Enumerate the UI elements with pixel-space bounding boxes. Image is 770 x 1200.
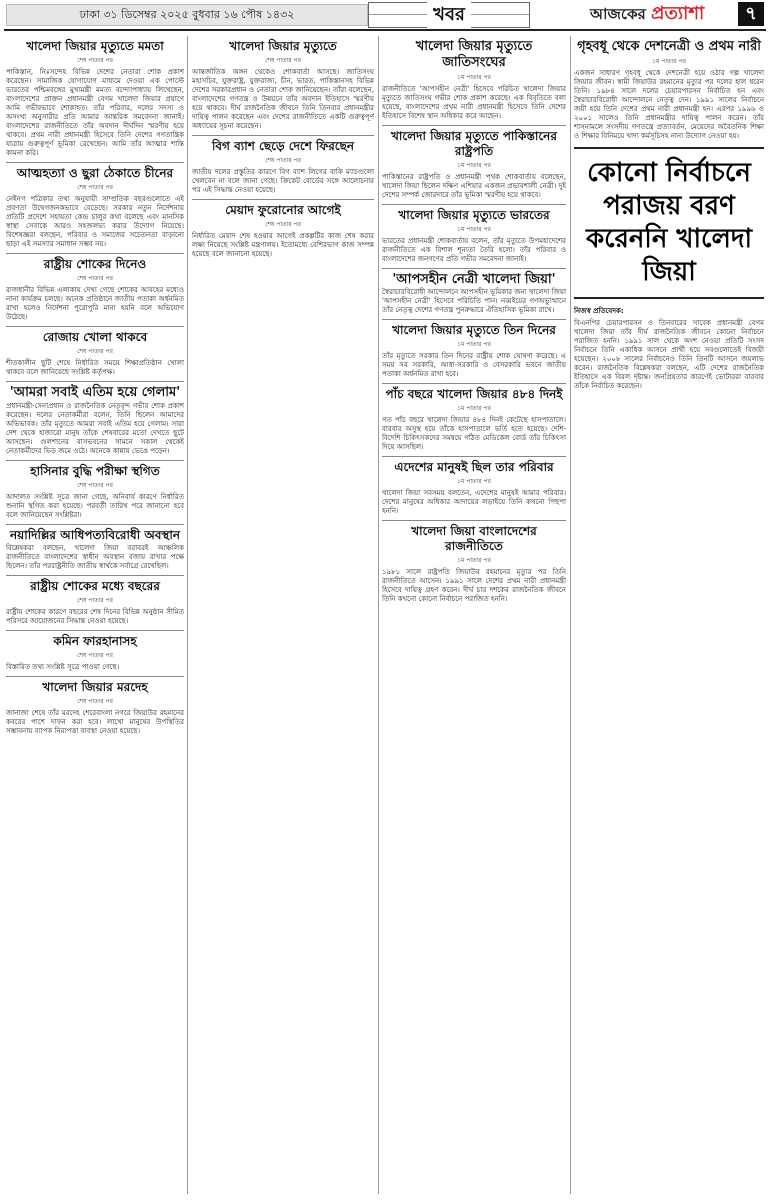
masthead [0, 0, 770, 28]
divider [192, 135, 374, 136]
story-body: রাষ্ট্রীয় শোকের কারণে বছরের শেষ দিনের বিভিন্ন অনুষ্ঠান সীমিত পরিসরে আয়োজনের সিদ্ধান্ত নেওয়া হয়েছে। [6, 608, 184, 625]
divider [382, 383, 566, 384]
story [382, 129, 566, 200]
story [6, 464, 184, 520]
divider [6, 524, 184, 525]
headline: নয়াদিল্লির আধিপত্যবিরোধী অবস্থান [10, 528, 180, 542]
story-body: শীতকালীন ছুটি শেষে নির্ধারিত সময়ে শিক্ষাপ্রতিষ্ঠান খোলা থাকবে বলে জানিয়েছে সংশ্লিষ্ট কর্তৃপক্ষ। [6, 359, 184, 376]
story [382, 39, 566, 121]
divider [6, 460, 184, 461]
story [574, 39, 764, 141]
story-body: বিএনপির চেয়ারপারসন ও তিনবারের সাবেক প্রধানমন্ত্রী বেগম খালেদা জিয়া তাঁর দীর্ঘ রাজনৈতিক জীবনে কোনো নির্বাচনে পরাজিত হননি। ১৯৯১ সাল থেকে অংশ নেওয়া প্রতিটি সংসদ নির্বাচনে তিনি একাধিক আসনে প্রার্থী হয়ে সবগুলোতেই বিজয়ী হয়েছেন। ২০০৮ সালের নির্বাচনেও তিনি তিনটি আসনে জয়লাভ করেন। রাজনৈতিক বিশ্লেষকরা বলছেন, এটি দেশের রাজনৈতিক ইতিহাসে এক বিরল দৃষ্টান্ত। জনপ্রিয়তার কারণেই ভোটাররা বারবার তাঁকে নির্বাচিত করেছেন। [574, 319, 764, 390]
story [382, 323, 566, 379]
divider [382, 319, 566, 320]
story [6, 680, 184, 736]
story [192, 139, 374, 195]
story-body: গত পাঁচ বছরে খালেদা জিয়ার ৪৮৪ দিনই কেটেছে হাসপাতালে। বারবার অসুস্থ হয়ে তাঁকে হাসপাতালে ভর্তি হতে হয়েছে। দেশি-বিদেশি চিকিৎসকদের সমন্বয়ে গঠিত মেডিকেল বোর্ড তাঁর চিকিৎসা দিয়ে আসছিল। [382, 416, 566, 451]
story [6, 257, 184, 322]
story-body: বিশ্লেষকরা বলছেন, খালেদা জিয়া বরাবরই আঞ্চলিক রাজনীতিতে বাংলাদেশের স্বাধীন অবস্থান বজায় রাখার পক্ষে ছিলেন। তাঁর পররাষ্ট্রনীতি জাতীয় স্বার্থকে সর্বাগ্রে রেখেছিল। [6, 544, 184, 570]
jump-line: শেষ পাতার পর [77, 275, 113, 282]
logo-part2: প্রত্যাশা [650, 3, 705, 24]
headline: কমিন ফারহানাসহ [53, 634, 137, 648]
story [382, 272, 566, 315]
jump-line: ১ম পাতার পর [652, 58, 686, 65]
divider [6, 381, 184, 382]
story-body: ভারতের প্রধানমন্ত্রী শোকবার্তায় বলেন, তাঁর মৃত্যুতে উপমহাদেশের রাজনীতিতে এক বিশাল শূন্যতা তৈরি হলো। তাঁর পরিবার ও বাংলাদেশের জনগণের প্রতি গভীর সমবেদনা জানাই। [382, 237, 566, 263]
masthead-rule [4, 29, 766, 31]
dateline: ঢাকা ৩১ ডিসেম্বর ২০২৫ বুধবার ১৬ পৌষ ১৪৩২ [6, 4, 368, 26]
story-body: আদালত সংশ্লিষ্ট সূত্রে জানা গেছে, অনিবার্য কারণে নির্ধারিত শুনানি স্থগিত করা হয়েছে। পরবর্তী তারিখ পরে জানানো হবে বলে জানিয়েছেন সংশ্লিষ্টরা। [6, 493, 184, 519]
divider [382, 268, 566, 269]
story-body: পাকিস্তানের রাষ্ট্রপতি ও প্রধানমন্ত্রী পৃথক শোকবার্তায় বলেছেন, খালেদা জিয়া ছিলেন দক্ষিণ এশিয়ার একজন প্রভাবশালী নেত্রী। দুই দেশের সম্পর্ক জোরদারে তাঁর ভূমিকা স্মরণীয় হয়ে থাকবে। [382, 173, 566, 199]
story-body: প্রধানমন্ত্রী-সেনাপ্রধান ও রাজনৈতিক নেতৃবৃন্দ গভীর শোক প্রকাশ করেছেন। দলের নেতাকর্মীরা বলেন, তিনি ছিলেন আমাদের অভিভাবক। তাঁর মৃত্যুতে আমরা সবাই এতিম হয়ে গেলাম। সারা দেশ থেকে হাজারো মানুষ তাঁকে শেষবারের মতো দেখতে ছুটে আসছেন। গুলশানের বাসভবনের সামনে সকাল থেকেই নেতাকর্মীদের ভিড় জমে ওঠে। অনেকে কান্নায় ভেঙে পড়েন। [6, 402, 184, 455]
headline: খালেদা জিয়া বাংলাদেশের রাজনীতিতে [411, 524, 537, 553]
story [192, 39, 374, 131]
jump-line: শেষ পাতার পর [77, 652, 113, 659]
jump-line: ১ম পাতার পর [457, 74, 491, 81]
story-body: স্বৈরাচারবিরোধী আন্দোলনে আপসহীন ভূমিকার জন্য খালেদা জিয়া 'আপসহীন নেত্রী' হিসেবে পরিচিতি পান। নব্বইয়ের গণঅভ্যুত্থানে তাঁর নেতৃত্ব দেশের গণতন্ত্র পুনরুদ্ধারে ঐতিহাসিক ভূমিকা রাখে। [382, 288, 566, 314]
column-divider [378, 36, 379, 1194]
story-body: আন্তর্জাতিক অঙ্গন থেকেও শোকবার্তা আসছে। জাতিসংঘ মহাসচিব, যুক্তরাষ্ট্র, যুক্তরাজ্য, চীন, ভারত, পাকিস্তানসহ বিভিন্ন দেশের সরকারপ্রধান ও নেতারা শোক জানিয়েছেন। তাঁরা বলেছেন, বাংলাদেশের গণতন্ত্র ও উন্নয়নে তাঁর অবদান ইতিহাসে স্মরণীয় হয়ে থাকবে। দীর্ঘ রাজনৈতিক জীবনে তিনি তিনবার প্রধানমন্ত্রীর দায়িত্ব পালন করেছেন এবং দেশের রাজনীতিতে একটি গুরুত্বপূর্ণ অধ্যায়ের সূচনা করেছেন। [192, 68, 374, 130]
headline: খালেদা জিয়ার মৃত্যুতে [229, 39, 337, 53]
headline: গৃহবধূ থেকে দেশনেত্রী ও প্রথম নারী [577, 39, 761, 54]
divider [382, 125, 566, 126]
column-divider [570, 36, 571, 1194]
headline: আত্মহত্যা ও ছুরা ঠেকাতে চীনের [16, 166, 174, 180]
headline: এদেশের মানুষই ছিল তার পরিবার [394, 460, 554, 474]
jump-line: শেষ পাতার পর [77, 348, 113, 355]
jump-line: শেষ পাতার পর [77, 597, 113, 604]
story-body: তাঁর মৃত্যুতে সরকার তিন দিনের রাষ্ট্রীয় শোক ঘোষণা করেছে। এ সময় সব সরকারি, আধা-সরকারি ও বেসরকারি ভবনে জাতীয় পতাকা অর্ধনমিত রাখা হবে। [382, 352, 566, 378]
story [6, 39, 184, 158]
story-body: জাতীয় দলের প্রস্তুতির কারণে বিগ ব্যাশ লিগের বাকি ম্যাচগুলো খেলবেন না বলে জানা গেছে। ক্রিকেট বোর্ডের সঙ্গে আলোচনার পর এই সিদ্ধান্ত নেওয়া হয়েছে। [192, 168, 374, 194]
story-body: পাকিস্তান, নিঃসন্দেহ বিভিন্ন দেশের নেতারা শোক প্রকাশ করেছেন। সামাজিক যোগাযোগ মাধ্যমে দেওয়া এক পোস্টে ভারতের পশ্চিমবঙ্গের মুখ্যমন্ত্রী মমতা বন্দ্যোপাধ্যায় লিখেছেন, বাংলাদেশের প্রাক্তন প্রধানমন্ত্রী বেগম খালেদা জিয়ার প্রয়াণে আমি গভীরভাবে শোকাহত। তাঁর পরিবার, দলের সদস্য ও অসংখ্য অনুসারীর প্রতি আমার আন্তরিক সমবেদনা জানাই। বাংলাদেশের রাজনীতিতে তাঁর অবদান দীর্ঘদিন স্মরণীয় হয়ে থাকবে। প্রথম নারী প্রধানমন্ত্রী হিসেবে তিনি দেশের গণতান্ত্রিক যাত্রায় গুরুত্বপূর্ণ ভূমিকা রেখেছেন। আমি তাঁর আত্মার শান্তি কামনা করি। [6, 68, 184, 157]
section-label: খবর [427, 0, 471, 31]
story-body: নেইনগ পত্রিকার তথ্য অনুযায়ী সাম্প্রতিক বছরগুলোতে এই প্রবণতা উদ্বেগজনকভাবে বেড়েছে। সরকার নতুন নির্দেশনায় প্রতিটি প্রদেশে সহায়তা কেন্দ্র চালুর কথা বলেছে এবং মানসিক স্বাস্থ্য সেবাকে আরও সহজলভ্য করার উদ্যোগ নিয়েছে। বিশেষজ্ঞরা বলছেন, পরিবার ও সমাজের সচেতনতা বাড়ানো ছাড়া এই সমস্যার সমাধান সম্ভব নয়। [6, 195, 184, 248]
story [574, 305, 764, 391]
jump-line: শেষ পাতার পর [77, 57, 113, 64]
headline: খালেদা জিয়ার মৃত্যুতে তিন দিনের [392, 323, 556, 337]
headline: খালেদা জিয়ার মৃত্যুতে ভারতের [398, 208, 550, 222]
headline: হাসিনার বুদ্ধি পরীক্ষা স্থগিত [30, 464, 160, 478]
story-body: খালেদা জিয়া সবসময় বলতেন, এদেশের মানুষই আমার পরিবার। দেশের মানুষের অধিকার আদায়ের লড়াইয়ে তিনি কখনো পিছপা হননি। [382, 489, 566, 515]
story-body: রাজধানীর বিভিন্ন এলাকায় দেখা গেছে শোকের আবহের মধ্যেও নানা কার্যক্রম চলছে। অনেক প্রতিষ্ঠানে জাতীয় পতাকা অর্ধনমিত রাখা হলেও নির্দেশনা পুরোপুরি মানা হয়নি বলে অভিযোগ উঠেছে। [6, 286, 184, 321]
headline: রোজায় খোলা থাকবে [42, 330, 148, 344]
jump-line: শেষ পাতার পর [77, 698, 113, 705]
story [382, 208, 566, 264]
headline: খালেদা জিয়ার মৃত্যুতে মমতা [26, 39, 164, 53]
column-4 [574, 36, 764, 1194]
story [382, 460, 566, 516]
jump-line: ১ম পাতার পর [457, 226, 491, 233]
story-body: বিস্তারিত তথ্য সংশ্লিষ্ট সূত্রে পাওয়া গেছে। [6, 663, 120, 671]
headline: 'আপসহীন নেত্রী খালেদা জিয়া' [392, 272, 556, 287]
jump-line: শেষ পাতার পর [265, 57, 301, 64]
story [6, 330, 184, 377]
column-3 [382, 36, 566, 1194]
headline: রাষ্ট্রীয় শোকের মধ্যে বছরের [30, 579, 160, 593]
jump-line: ১ম পাতার পর [457, 341, 491, 348]
jump-line: শেষ পাতার পর [265, 221, 301, 228]
column-2 [192, 36, 374, 1194]
jump-line: শেষ পাতার পর [265, 157, 301, 164]
logo-part1: আজকের [590, 5, 646, 23]
divider [6, 676, 184, 677]
headline: খালেদা জিয়ার মৃত্যুতে জাতিসংঘের [415, 39, 533, 70]
newspaper-logo [590, 3, 730, 25]
story [192, 203, 374, 259]
story [6, 579, 184, 626]
jump-line: ১ম পাতার পর [457, 478, 491, 485]
section-title [368, 2, 530, 28]
story-body: নির্ধারিত মেয়াদ শেষ হওয়ার আগেই প্রকল্পটির কাজ শেষ করার লক্ষ্য নিয়েছে সংশ্লিষ্ট মন্ত্রণালয়। ইতোমধ্যে বেশিরভাগ কাজ সম্পন্ন হয়েছে বলে জানানো হয়েছে। [192, 232, 374, 258]
story-body: রাজনীতিতে 'আপসহীন নেত্রী' হিসেবে পরিচিত খালেদা জিয়ার মৃত্যুতে জাতিসংঘ গভীর শোক প্রকাশ করেছে। এক বিবৃতিতে বলা হয়েছে, বাংলাদেশের প্রথম নারী প্রধানমন্ত্রী হিসেবে তিনি দেশের ইতিহাসে বিশেষ স্থান অধিকার করে আছেন। [382, 85, 566, 120]
divider [6, 162, 184, 163]
feature-headline: কোনো নির্বাচনে পরাজয় বরণ করেননি খালেদা জিয়া [574, 147, 764, 299]
story [6, 166, 184, 249]
headline: খালেদা জিয়ার মরদেহ [42, 680, 148, 694]
headline: বিগ ব্যাশ ছেড়ে দেশে ফিরছেন [211, 139, 355, 153]
jump-line: ১ম পাতার পর [457, 405, 491, 412]
divider [382, 204, 566, 205]
jump-line: শেষ পাতার পর [77, 482, 113, 489]
story [6, 634, 184, 672]
divider [6, 630, 184, 631]
divider [382, 520, 566, 521]
story [6, 385, 184, 456]
headline: খালেদা জিয়ার মৃত্যুতে পাকিস্তানের রাষ্ট্রপতি [391, 129, 557, 158]
divider [6, 575, 184, 576]
jump-line: শেষ পাতার পর [77, 184, 113, 191]
story [382, 524, 566, 604]
page-number: ৭ [738, 2, 764, 26]
story-body: জানাজা শেষে তাঁর মরদেহ শেরেবাংলা নগরে জিয়াউর রহমানের কবরের পাশে দাফন করা হবে। লাখো মানুষের উপস্থিতির সম্ভাবনায় ব্যাপক নিরাপত্তা ব্যবস্থা নেওয়া হয়েছে। [6, 709, 184, 735]
jump-line: ১ম পাতার পর [457, 557, 491, 564]
jump-line: ১ম পাতার পর [457, 162, 491, 169]
headline: পাঁচ বছরে খালেদা জিয়ার ৪৮৪ দিনই [385, 387, 563, 401]
story-body: একজন সাধারণ গৃহবধূ থেকে দেশনেত্রী হয়ে ওঠার গল্প খালেদা জিয়ার জীবন। স্বামী জিয়াউর রহমানের মৃত্যুর পর দলের হাল ধরেন তিনি। ১৯৮৪ সালে দলের চেয়ারপারসন নির্বাচিত হন এবং স্বৈরাচারবিরোধী আন্দোলনে নেতৃত্ব দেন। ১৯৯১ সালের নির্বাচনে জয়ী হয়ে তিনি দেশের প্রথম নারী প্রধানমন্ত্রী হন। এরপর ১৯৯৬ ও ২০০১ সালেও তিনি প্রধানমন্ত্রীর দায়িত্ব পালন করেন। তাঁর শাসনামলে সংসদীয় গণতন্ত্রে প্রত্যাবর্তন, মেয়েদের অবৈতনিক শিক্ষা ও শিক্ষার বিনিময়ে খাদ্য কর্মসূচিসহ নানা উদ্যোগ নেওয়া হয়। [574, 69, 764, 140]
story [382, 387, 566, 452]
headline: মেয়াদ ফুরোনোর আগেই [225, 203, 341, 217]
column-divider [187, 36, 188, 1194]
divider [6, 326, 184, 327]
divider [6, 253, 184, 254]
byline: নিজস্ব প্রতিবেদক: [574, 307, 624, 315]
headline: রাষ্ট্রীয় শোকের দিনেও [43, 257, 147, 271]
divider [382, 456, 566, 457]
column-1 [6, 36, 184, 1194]
story [6, 528, 184, 571]
headline: 'আমরা সবাই এতিম হয়ে গেলাম' [9, 385, 181, 400]
story-body: ১৯৮১ সালে রাষ্ট্রপতি জিয়াউর রহমানের মৃত্যুর পর তিনি রাজনীতিতে আসেন। ১৯৯১ সালে দেশের প্রথম নারী প্রধানমন্ত্রী হিসেবে দায়িত্ব গ্রহণ করেন। দীর্ঘ চার দশকের রাজনৈতিক জীবনে তিনি কখনো কোনো নির্বাচনে পরাজিত হননি। [382, 568, 566, 603]
divider [192, 199, 374, 200]
